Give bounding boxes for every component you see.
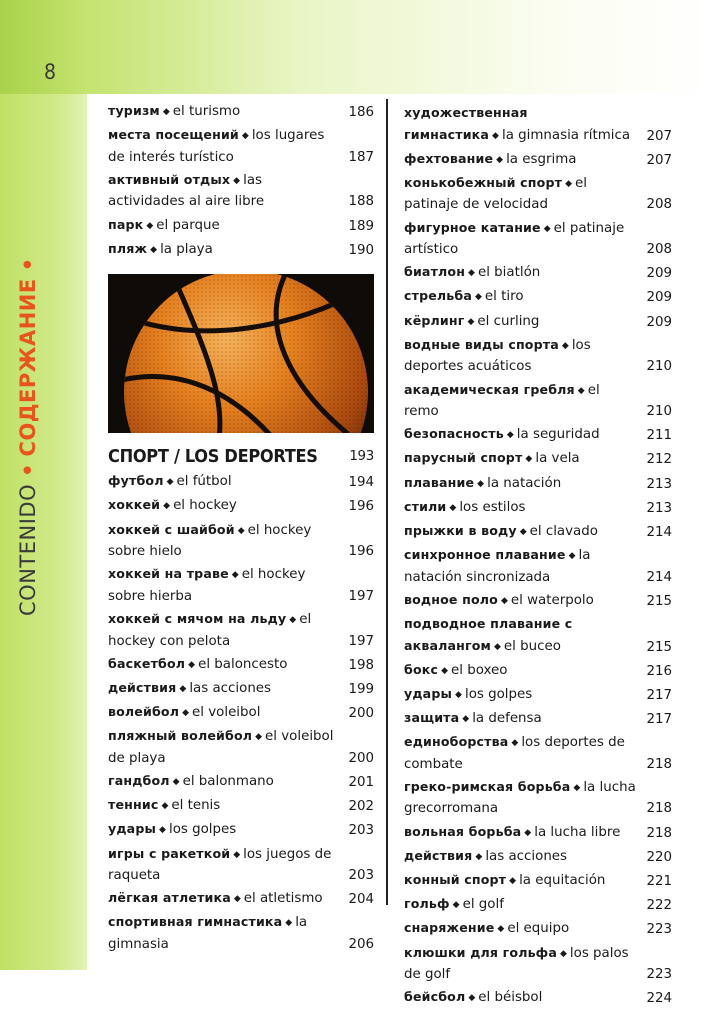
diamond-bullet-icon: ◆: [475, 851, 483, 862]
entry-page: 188: [348, 194, 374, 210]
toc-entry: [404, 149, 672, 172]
entry-es: los lugares de interés turístico: [108, 128, 325, 165]
diamond-bullet-icon: ◆: [577, 385, 585, 396]
toc-entry: [108, 795, 374, 818]
entry-page: 203: [348, 868, 374, 883]
title-es: CONTENIDO: [16, 483, 40, 616]
toc-entry: [108, 702, 374, 725]
entry-ru: игры с ракеткой: [108, 845, 231, 861]
entry-ru: футбол: [108, 473, 164, 489]
entry-page: 208: [646, 242, 672, 258]
diamond-bullet-icon: ◆: [188, 659, 196, 670]
entry-page: 206: [348, 936, 374, 952]
entry-ru: водное поло: [404, 591, 498, 607]
entry-ru: действия: [108, 679, 177, 695]
toc-entry: [108, 125, 374, 168]
entry-page: 200: [348, 750, 374, 766]
diamond-bullet-icon: ◆: [233, 849, 241, 860]
toc-entry: [108, 726, 374, 769]
toc-entry: [404, 545, 672, 588]
entry-es: la lucha grecorromana: [404, 779, 636, 817]
diamond-bullet-icon: ◆: [231, 570, 239, 581]
entry-page: 201: [348, 774, 374, 790]
toc-entry: [108, 495, 374, 518]
entry-ru: снаряжение: [404, 920, 495, 936]
toc-entry: [404, 521, 672, 544]
entry-es: la esgrima: [506, 151, 577, 167]
toc-entry: [108, 239, 374, 262]
toc-entry: [108, 471, 374, 494]
diamond-bullet-icon: ◆: [497, 924, 505, 935]
diamond-bullet-icon: ◆: [477, 478, 485, 489]
entry-es: el voleibol de playa: [108, 729, 334, 766]
entry-ru: водные виды спорта: [404, 336, 559, 352]
toc-entry: [108, 819, 374, 842]
entry-es: el biatlón: [477, 265, 541, 281]
entry-ru: теннис: [108, 797, 159, 813]
diamond-bullet-icon: ◆: [182, 708, 190, 719]
toc-entry: [404, 286, 672, 309]
entry-es: el patinaje artístico: [404, 220, 625, 258]
entry-page: 209: [646, 290, 672, 306]
entry-page: 217: [646, 687, 672, 703]
entry-page: 210: [646, 404, 672, 419]
entry-page: 186: [348, 105, 374, 120]
diamond-bullet-icon: ◆: [441, 665, 448, 676]
diamond-bullet-icon: ◆: [452, 900, 460, 911]
entry-es: la defensa: [472, 711, 542, 727]
entry-es: el clavado: [529, 523, 598, 539]
entry-page: 215: [646, 593, 672, 609]
entry-page: 198: [348, 657, 374, 673]
diamond-bullet-icon: ◆: [241, 131, 249, 142]
entry-ru: парусный спорт: [404, 450, 523, 466]
header-band: [0, 0, 719, 94]
entry-es: la seguridad: [516, 427, 600, 443]
entry-page: 187: [348, 149, 374, 165]
entry-ru: стили: [404, 498, 447, 514]
toc-entry: [108, 609, 374, 652]
entry-es: el tenis: [171, 798, 221, 814]
toc-entry: [404, 894, 672, 917]
toc-entry: [404, 424, 672, 447]
entry-page: 197: [348, 633, 374, 649]
entry-page: 203: [348, 823, 374, 839]
entry-ru: подводное плавание с аквалангом: [404, 616, 573, 653]
entry-page: 194: [348, 475, 374, 491]
section-page: 193: [349, 449, 374, 465]
entry-ru: вольная борьба: [404, 823, 522, 839]
diamond-bullet-icon: ◆: [462, 714, 470, 725]
entry-es: el equipo: [507, 921, 570, 937]
diamond-bullet-icon: ◆: [565, 178, 572, 189]
entry-es: los estilos: [459, 499, 526, 515]
page-number: 8: [44, 60, 57, 84]
entry-ru: гандбол: [108, 772, 170, 788]
diamond-bullet-icon: ◆: [561, 340, 569, 351]
diamond-bullet-icon: ◆: [509, 876, 517, 886]
column-divider: [386, 99, 388, 905]
toc-entry: [404, 943, 672, 986]
toc-entry: [404, 590, 672, 613]
entry-ru: фигурное катание: [404, 219, 541, 235]
diamond-bullet-icon: ◆: [162, 107, 170, 117]
toc-entry: [404, 335, 672, 378]
diamond-bullet-icon: ◆: [150, 244, 158, 255]
toc-entry: [108, 170, 374, 213]
entry-page: 190: [348, 242, 374, 258]
entry-page: 202: [348, 799, 374, 815]
toc-entry: [108, 888, 374, 911]
toc-entry: [404, 684, 672, 707]
toc-entry: [404, 918, 672, 941]
toc-list-top: [108, 101, 374, 261]
toc-entry: [404, 870, 672, 893]
entry-ru: кёрлинг: [404, 312, 465, 328]
entry-ru: пляжный волейбол: [108, 728, 253, 744]
entry-ru: прыжки в воду: [404, 522, 517, 538]
entry-page: 196: [348, 544, 374, 560]
diamond-bullet-icon: ◆: [163, 501, 171, 512]
diamond-bullet-icon: ◆: [233, 894, 241, 905]
entry-page: 212: [646, 452, 672, 468]
entry-ru: защита: [404, 710, 460, 726]
toc-entry: [404, 614, 672, 658]
entry-ru: единоборства: [404, 734, 509, 750]
entry-page: 214: [646, 524, 672, 540]
entry-ru: удары: [404, 685, 453, 701]
entry-es: el boxeo: [450, 662, 508, 678]
entry-es: las acciones: [485, 848, 568, 864]
entry-ru: пляж: [108, 240, 148, 256]
entry-es: la equitación: [519, 873, 606, 888]
toc-entry: [404, 987, 672, 1010]
entry-page: 218: [646, 801, 672, 817]
diamond-bullet-icon: ◆: [492, 130, 499, 141]
entry-page: 207: [646, 152, 672, 168]
diamond-bullet-icon: ◆: [543, 223, 551, 234]
entry-ru: художественная гимнастика: [404, 105, 528, 142]
entry-es: la gimnasia: [108, 915, 308, 952]
entry-ru: гольф: [404, 896, 450, 912]
diamond-bullet-icon: ◆: [496, 154, 504, 165]
entry-ru: плавание: [404, 474, 475, 490]
entry-page: 196: [348, 499, 374, 515]
entry-es: los deportes acuáticos: [404, 337, 591, 375]
entry-es: las acciones: [189, 680, 272, 696]
diamond-bullet-icon: ◆: [237, 525, 245, 536]
toc-list-bottom: [108, 471, 374, 955]
entry-ru: академическая гребля: [404, 381, 575, 397]
entry-page: 199: [348, 681, 374, 697]
diamond-bullet-icon: ◆: [573, 782, 581, 793]
entry-ru: действия: [404, 847, 473, 863]
toc-entry: [108, 678, 374, 701]
entry-ru: бокс: [404, 661, 439, 677]
entry-ru: места посещений: [108, 127, 239, 143]
diamond-bullet-icon: ◆: [449, 502, 457, 513]
entry-es: la vela: [535, 451, 580, 467]
entry-es: el patinaje de velocidad: [404, 175, 587, 213]
entry-ru: биатлон: [404, 264, 466, 280]
basketball-icon: [108, 274, 374, 433]
entry-es: el baloncesto: [198, 656, 288, 672]
diamond-bullet-icon: ◆: [568, 551, 576, 562]
entry-ru: активный отдых: [108, 171, 231, 187]
toc-entry: [108, 844, 374, 887]
entry-es: el golf: [462, 897, 504, 913]
entry-ru: хоккей: [108, 497, 161, 513]
entry-page: 222: [646, 898, 672, 914]
toc-entry: [404, 497, 672, 520]
entry-es: el hockey con pelota: [108, 612, 312, 649]
entry-page: 220: [646, 849, 672, 865]
entry-es: los palos de golf: [404, 945, 629, 983]
entry-page: 218: [646, 756, 672, 772]
diamond-bullet-icon: ◆: [468, 993, 476, 1004]
entry-page: 209: [646, 314, 672, 330]
entry-es: el turismo: [172, 104, 241, 119]
entry-page: 216: [646, 663, 672, 679]
entry-ru: хоккей с шайбой: [108, 521, 235, 537]
entry-es: los golpes: [168, 822, 237, 838]
diamond-bullet-icon: ◆: [468, 268, 475, 279]
diamond-bullet-icon: ◆: [172, 776, 180, 787]
entry-page: 223: [646, 922, 672, 938]
entry-es: la natación: [487, 475, 562, 491]
toc-entry: [108, 215, 374, 238]
toc-entry: [108, 101, 374, 124]
entry-page: 221: [646, 874, 672, 889]
entry-ru: фехтование: [404, 150, 494, 166]
entry-page: 218: [646, 825, 672, 841]
toc-entry: [108, 520, 374, 563]
entry-es: las actividades al aire libre: [108, 172, 265, 210]
entry-ru: хоккей на траве: [108, 566, 229, 582]
toc-entry: [404, 448, 672, 471]
entry-es: el hockey: [173, 498, 237, 514]
entry-es: el waterpolo: [510, 592, 594, 608]
toc-list-right: [404, 103, 672, 1010]
basketball-photo: [108, 274, 374, 433]
entry-es: el hockey sobre hielo: [108, 522, 312, 560]
toc-entry: [404, 311, 672, 334]
entry-page: 223: [646, 967, 672, 983]
entry-es: el hockey sobre hierba: [108, 567, 306, 604]
vertical-section-title: [11, 257, 45, 616]
entry-ru: синхронное плавание: [404, 547, 566, 563]
entry-es: la playa: [160, 241, 213, 257]
diamond-bullet-icon: ◆: [166, 477, 174, 488]
toc-entry: [404, 103, 672, 147]
toc-entry: [108, 564, 374, 607]
toc-entry: [108, 912, 374, 955]
entry-ru: безопасность: [404, 426, 504, 442]
entry-page: 204: [348, 892, 374, 908]
diamond-bullet-icon: ◆: [525, 454, 533, 465]
entry-ru: волейбол: [108, 704, 180, 720]
toc-entry: [404, 777, 672, 820]
toc-entry: [404, 732, 672, 775]
section-title: СПОРТ / LOS DEPORTES: [108, 446, 318, 468]
diamond-bullet-icon: ◆: [161, 801, 169, 812]
diamond-bullet-icon: ◆: [475, 292, 482, 303]
entry-ru: клюшки для гольфа: [404, 944, 557, 960]
entry-es: los deportes de combate: [404, 735, 625, 772]
toc-entry: [108, 654, 374, 677]
diamond-bullet-icon: ◆: [455, 689, 462, 700]
toc-entry: [404, 660, 672, 683]
entry-ru: греко-римская борьба: [404, 778, 571, 794]
entry-page: 208: [646, 197, 672, 213]
entry-ru: лёгкая атлетика: [108, 890, 231, 906]
diamond-bullet-icon: ◆: [511, 738, 519, 749]
diamond-bullet-icon: ◆: [289, 615, 297, 625]
entry-es: el remo: [404, 382, 600, 419]
diamond-bullet-icon: ◆: [467, 316, 475, 327]
toc-entry: [404, 380, 672, 423]
entry-ru: конный спорт: [404, 872, 507, 887]
entry-page: 200: [348, 706, 374, 722]
entry-es: el atletismo: [243, 891, 323, 907]
entry-es: el parque: [156, 217, 220, 233]
diamond-bullet-icon: ◆: [159, 825, 166, 836]
toc-entry: [404, 708, 672, 731]
entry-page: 213: [646, 500, 672, 516]
diamond-bullet-icon: ◆: [179, 683, 187, 694]
diamond-bullet-icon: ◆: [500, 595, 508, 606]
entry-es: el curling: [477, 313, 540, 329]
entry-ru: спортивная гимнастика: [108, 914, 283, 930]
entry-page: 215: [646, 639, 672, 655]
entry-es: el voleibol: [192, 705, 261, 721]
entry-ru: стрельба: [404, 288, 472, 304]
diamond-bullet-icon: ◆: [519, 526, 527, 537]
entry-page: 213: [646, 476, 672, 492]
entry-ru: баскетбол: [108, 655, 186, 671]
diamond-bullet-icon: ◆: [524, 827, 532, 838]
toc-entry: [404, 218, 672, 261]
toc-entry: [108, 771, 374, 794]
entry-es: el balonmano: [182, 773, 274, 789]
entry-es: los golpes: [464, 686, 533, 702]
entry-page: 224: [646, 991, 672, 1007]
entry-es: el fútbol: [176, 474, 232, 490]
diamond-bullet-icon: ◆: [146, 220, 154, 231]
entry-ru: бейсбол: [404, 989, 466, 1005]
toc-entry: [404, 822, 672, 845]
entry-es: la lucha libre: [534, 824, 621, 840]
toc-column-right: [404, 103, 672, 1011]
diamond-bullet-icon: ◆: [506, 430, 514, 441]
section-heading: [108, 445, 374, 469]
toc-entry: [404, 173, 672, 216]
diamond-bullet-icon: ◆: [559, 948, 567, 959]
entry-es: los juegos de raqueta: [108, 846, 332, 883]
entry-page: 210: [646, 359, 672, 375]
diamond-bullet-icon: ◆: [233, 175, 241, 186]
toc-entry: [404, 846, 672, 869]
entry-page: 211: [646, 428, 672, 444]
entry-es: el béisbol: [478, 990, 543, 1006]
entry-ru: парк: [108, 216, 144, 232]
toc-entry: [404, 473, 672, 496]
entry-page: 207: [646, 128, 672, 144]
entry-page: 209: [646, 266, 672, 282]
diamond-bullet-icon: ◆: [255, 732, 263, 743]
entry-es: el buceo: [503, 638, 561, 654]
entry-page: 197: [348, 588, 374, 604]
entry-ru: туризм: [108, 103, 160, 118]
diamond-bullet-icon: ◆: [285, 918, 293, 929]
title-dot: •: [16, 463, 40, 477]
entry-es: la gimnasia rítmica: [501, 127, 631, 143]
title-dot-2: •: [16, 257, 40, 272]
entry-ru: конькобежный спорт: [404, 174, 563, 190]
entry-ru: удары: [108, 821, 157, 837]
toc-entry: [404, 262, 672, 285]
entry-es: el tiro: [484, 289, 524, 305]
toc-column-left: [108, 101, 374, 957]
entry-es: la natación sincronizada: [404, 548, 591, 585]
entry-ru: хоккей с мячом на льду: [108, 611, 287, 626]
title-ru: СОДЕРЖАНИЕ: [16, 278, 40, 457]
entry-page: 217: [646, 712, 672, 728]
entry-page: 214: [646, 569, 672, 585]
diamond-bullet-icon: ◆: [493, 641, 501, 652]
entry-page: 189: [348, 218, 374, 234]
